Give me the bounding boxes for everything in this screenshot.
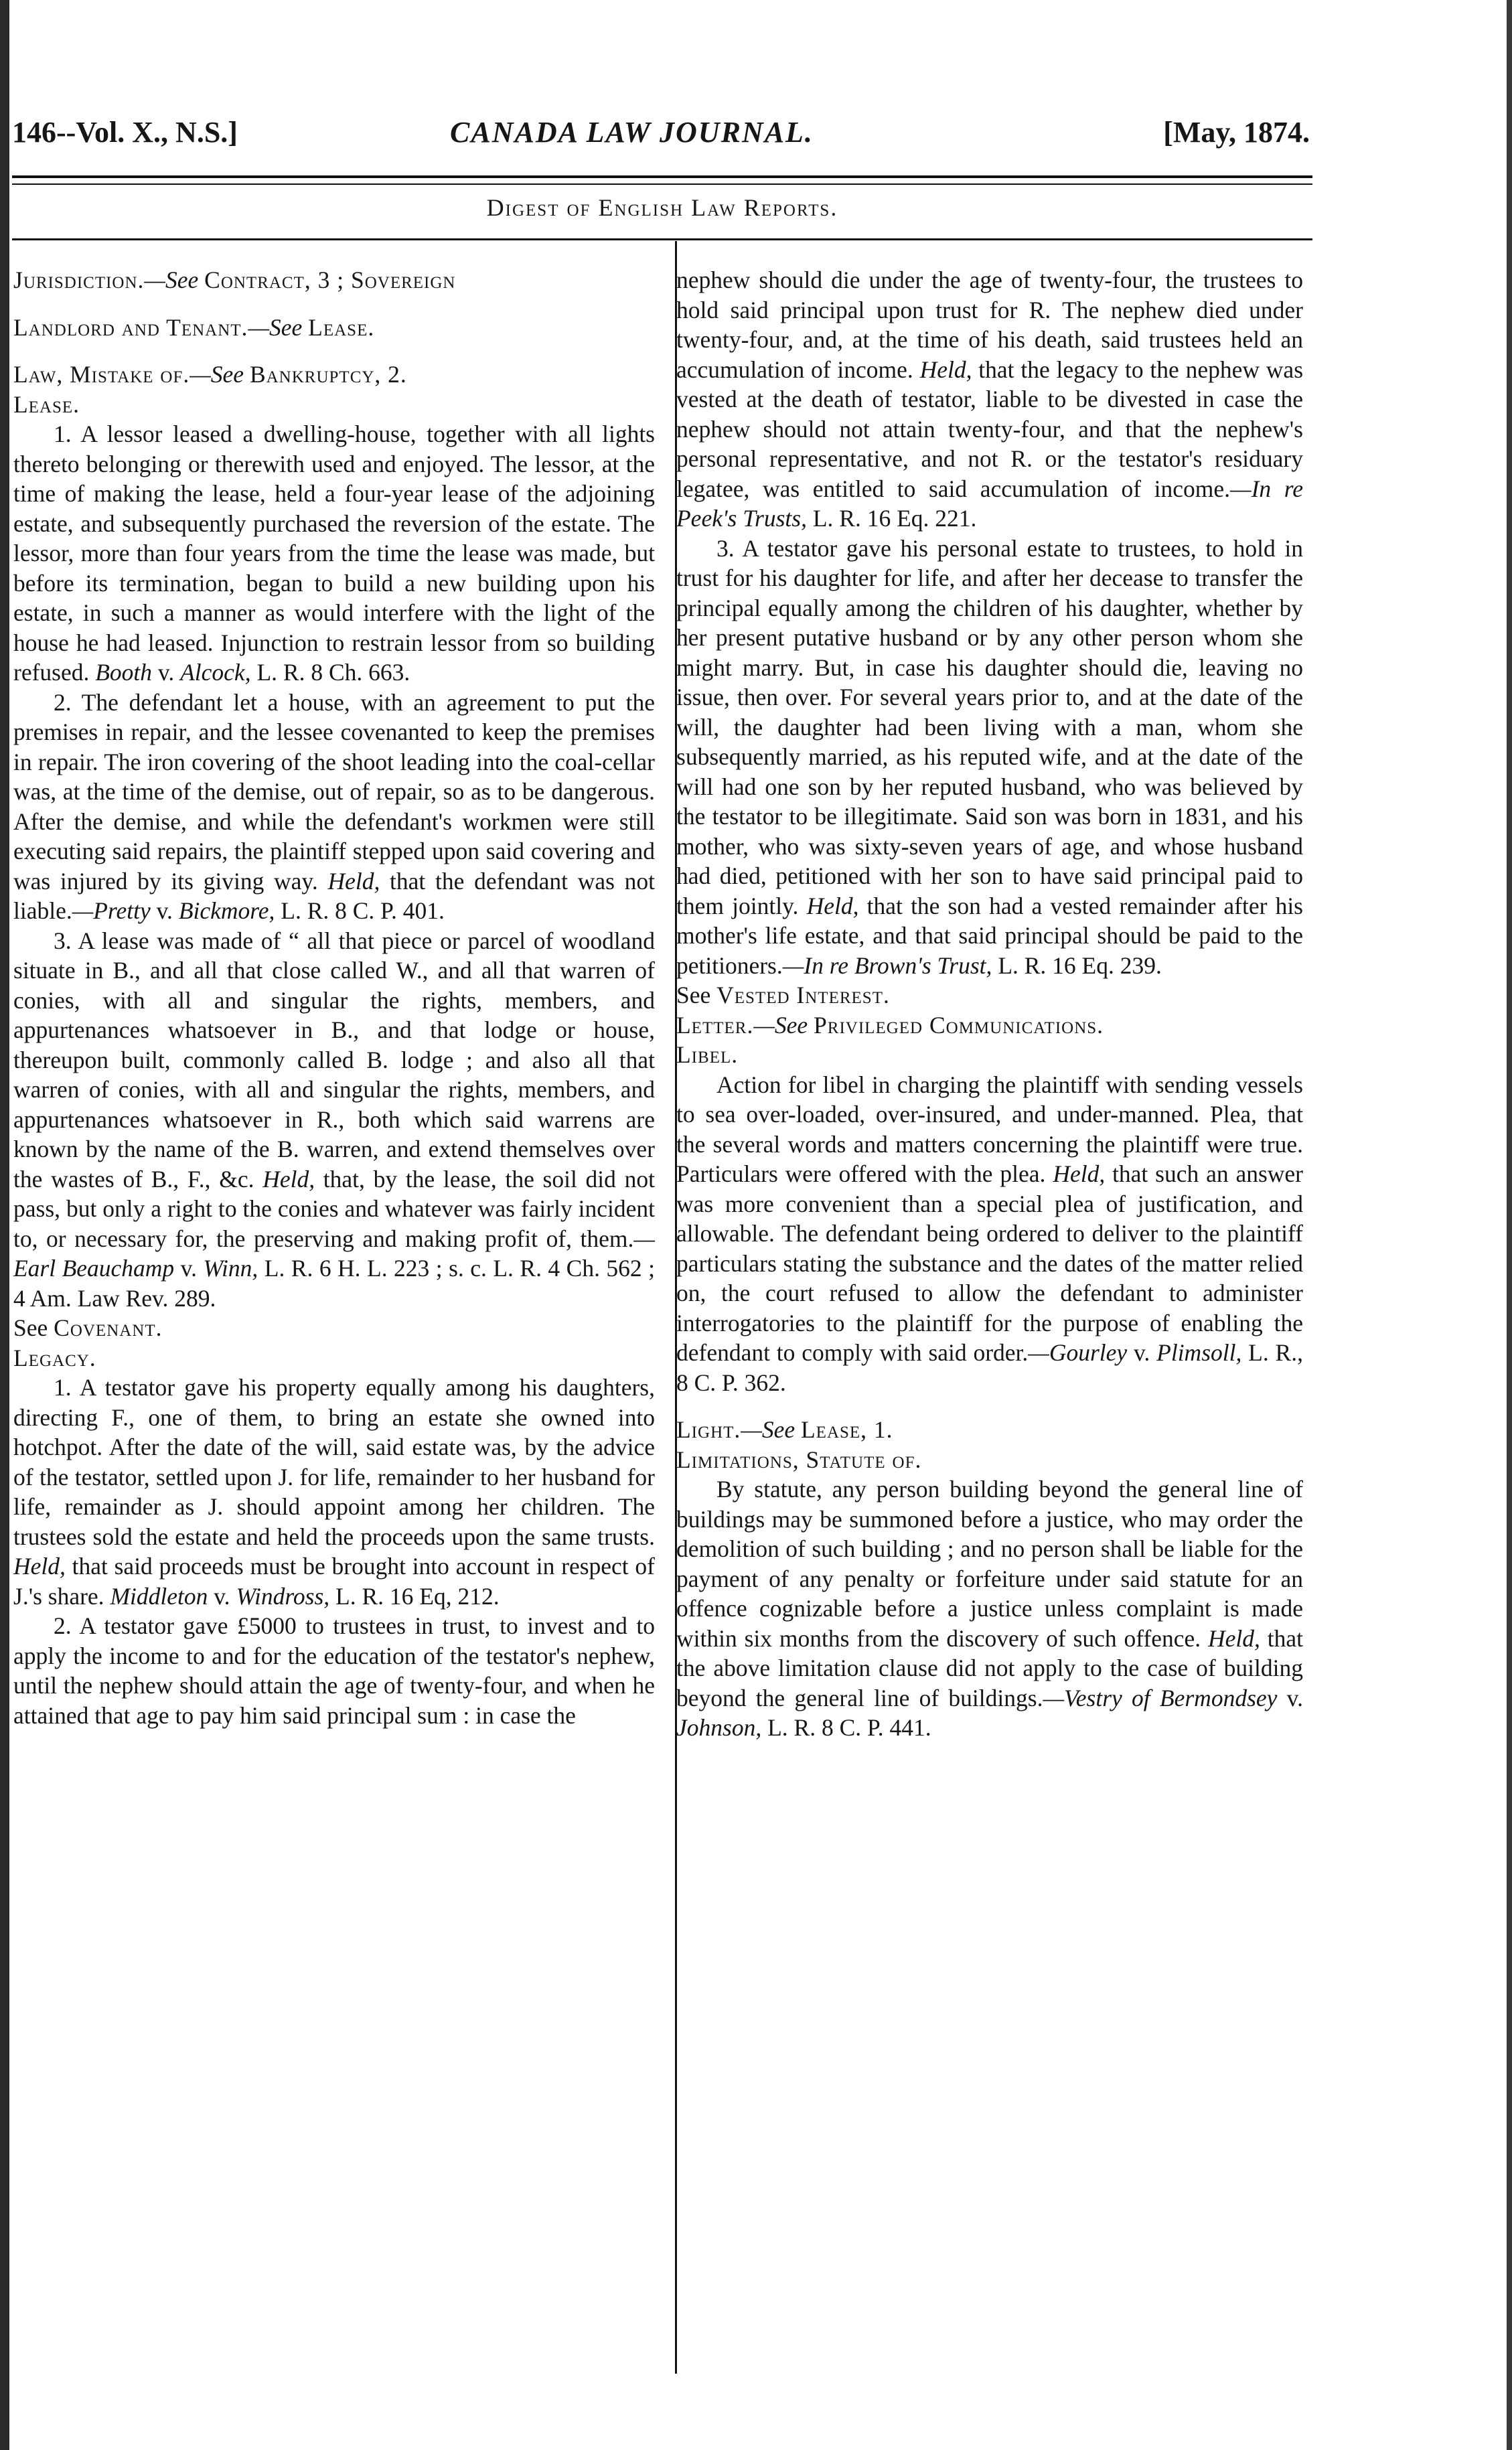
case-name: —Earl Beauchamp	[13, 1225, 655, 1282]
entry-letter	[676, 1010, 1303, 1041]
paragraph-text: 1. A testator gave his property equally among his daughters, directing F., one of them, to bring an estate she owned into hotchpot. After the date of the will, said estate was, by the advice of the testator, settled upon J. for life, remainder to her husband for life, remainder as J. should appoint among her children. The trustees sold the estate and held the proceeds upon the same trusts.	[13, 1374, 655, 1550]
entry-head: Landlord and Tenant.	[13, 313, 248, 341]
entry-jurisdiction	[13, 265, 655, 295]
cross-reference: Lease.	[308, 313, 375, 341]
heading-libel: Libel.	[676, 1041, 739, 1068]
see-label: —See	[190, 361, 244, 388]
case-name: —Gourley	[1028, 1339, 1128, 1366]
entry-head: Jurisdiction.	[13, 266, 145, 293]
case-name: Alcock,	[180, 659, 251, 686]
citation: L. R. 16 Eq. 221.	[806, 505, 977, 532]
versus: v.	[1127, 1339, 1157, 1366]
lease-paragraph-2	[13, 688, 655, 926]
held-label: Held,	[1053, 1160, 1106, 1187]
paragraph-text: that the defendant was not liable.	[13, 867, 655, 924]
limitations-paragraph	[676, 1474, 1303, 1743]
versus: v.	[150, 897, 179, 924]
paragraph-text: Action for libel in charging the plaintiff with sending vessels to sea over-loaded, over-insured, and under-manned. Plea, that the several words and matters concerning the plaintiff were true. Particulars were offered with the plea.	[676, 1071, 1303, 1187]
citation: L. R., 8 C. P. 362.	[676, 1339, 1303, 1396]
versus: v.	[174, 1255, 204, 1282]
citation: L. R. 16 Eq, 212.	[329, 1582, 500, 1610]
legacy-paragraph-2-continued	[676, 265, 1303, 534]
heading-lease: Lease.	[13, 390, 80, 418]
citation: L. R. 8 C. P. 401.	[275, 897, 445, 924]
section-rule	[12, 238, 1312, 240]
cross-reference: Contract, 3 ; Sovereign	[204, 266, 456, 293]
citation: L. R. 8 Ch. 663.	[250, 659, 410, 686]
section-title: Digest of English Law Reports.	[486, 194, 838, 221]
paragraph-text: that said proceeds must be brought into account in respect of J.'s share.	[13, 1553, 655, 1610]
lease-paragraph-1	[13, 419, 655, 688]
page-volume: 146--Vol. X., N.S.]	[12, 116, 238, 149]
lease-paragraph-3	[13, 926, 655, 1314]
case-name: Winn,	[203, 1255, 258, 1282]
held-label: Held,	[806, 892, 859, 919]
entry-light	[676, 1415, 1303, 1445]
header-rule-thick	[12, 175, 1312, 178]
case-name: Booth	[95, 659, 153, 686]
held-label: Held,	[1208, 1624, 1260, 1652]
versus: v.	[208, 1582, 236, 1610]
see-label: —See	[248, 313, 303, 341]
case-name: —In re Peek's Trusts,	[676, 475, 1303, 532]
case-name: Bickmore,	[178, 897, 275, 924]
held-label: Held,	[919, 356, 972, 383]
entry-head: Letter.	[676, 1011, 754, 1039]
cross-reference: Bankruptcy, 2.	[249, 361, 407, 388]
citation: L. R. 6 H. L. 223 ; s. c. L. R. 4 Ch. 562 ; 4 Am. Law Rev. 289.	[13, 1255, 655, 1312]
paragraph-text: 2. The defendant let a house, with an agreement to put the premises in repair, and the lessee covenanted to keep the premises in repair. The iron covering of the shoot leading into the coal-cellar was, at the time of the demise, out of repair, so as to be dangerous. After the demise, and while the defendant's workmen were still executing said repairs, the plaintiff stepped upon said covering and was injured by its giving way.	[13, 688, 655, 895]
see-label: —See	[753, 1011, 808, 1039]
legacy-paragraph-3	[676, 534, 1303, 981]
legacy-paragraph-2	[13, 1611, 655, 1730]
see-covenant	[13, 1313, 655, 1343]
paragraph-text: 3. A testator gave his personal estate to trustees, to hold in trust for his daughter for life, and after her decease to transfer the principal equally among the children of his daughter, whether by her present putative husband or by any other person whom she might marry. But, in case his daughter should die, leaving no issue, then over. For several years prior to, and at the date of the will, the daughter had been living with a man, whom she subsequently married, as his reputed wife, and at the date of the will had one son by her reputed husband, who was believed by the testator to be illegitimate. Said son was born in 1831, and his mother, who was sixty-seven years of age, and whose husband had died, petitioned with her son to have said principal paid to them jointly.	[676, 534, 1303, 919]
cross-reference: Lease, 1.	[800, 1416, 893, 1443]
case-name: —Vestry of Bermondsey	[1043, 1684, 1278, 1711]
citation: L. R. 16 Eq. 239.	[992, 951, 1162, 979]
page-edge-right	[1507, 0, 1512, 2450]
case-name: —Pretty	[72, 897, 151, 924]
paragraph-text: that such an answer was more convenient than a special plea of justification, and allowable. The defendant being ordered to deliver to the plaintiff particulars stating the substance and the dates of the matter relied on, the court refused to allow the defendant to administer interrogatories to the plaintiff for the purpose of enabling the defendant to comply with said order.	[676, 1160, 1304, 1366]
case-name: Windross,	[236, 1582, 330, 1610]
paragraph-text: that the son had a vested remainder after his mother's life estate, and that said principal should be paid to the petitioners.	[676, 892, 1303, 979]
versus: v.	[152, 659, 181, 686]
paragraph-text: 1. A lessor leased a dwelling-house, together with all lights thereto belonging or therewith used and enjoyed. The lessor, at the time of making the lease, held a four-year lease of the adjoining estate, and subsequently purchased the reversion of the estate. The lessor, more than four years from the time the lease was made, but before its termination, began to build a new building upon his estate, in such a manner as would interfere with the light of the house he had leased. Injunction to restrain lessor from so building refused.	[13, 420, 655, 686]
paragraph-text: that the above limitation clause did not apply to the case of building beyond the general line of buildings.	[676, 1624, 1304, 1711]
paragraph-text: that the legacy to the nephew was vested at the death of testator, liable to be divested in case the nephew should not attain twenty-four, and that the nephew's personal representative, and not R. or the testator's residuary legatee, was entitled to said accumulation of income.	[676, 356, 1304, 502]
header-rule-thin	[12, 183, 1312, 185]
left-column	[13, 265, 655, 1730]
paragraph-text: that, by the lease, the soil did not pass, but only a right to the conies and whatever was fairly incident to, or necessary for, the preserving and making profit of, them.	[13, 1165, 655, 1252]
see-label: —See	[144, 266, 199, 293]
paragraph-text: nephew should die under the age of twenty-four, the trustees to hold said principal upon trust for R. The nephew died under twenty-four, and, at the time of his death, said trustees held an accumulation of income.	[676, 266, 1303, 383]
heading-limitations: Limitations, Statute of.	[676, 1446, 922, 1473]
entry-law-mistake	[13, 360, 655, 390]
paragraph-text: 2. A testator gave £5000 to trustees in trust, to invest and to apply the income to and for the education of the testator's nephew, until the nephew should attain the age of twenty-four, and when he attained that age to pay him said principal sum : in case the	[13, 1612, 655, 1729]
page-edge-left	[0, 0, 9, 2450]
legacy-paragraph-1	[13, 1373, 655, 1611]
citation: L. R. 8 C. P. 441.	[761, 1714, 931, 1741]
heading-legacy: Legacy.	[13, 1344, 96, 1371]
right-column	[676, 265, 1303, 1743]
see-label: —See	[741, 1416, 796, 1443]
cross-reference: Privileged Communications.	[814, 1011, 1104, 1039]
entry-head: Law, Mistake of.	[13, 361, 190, 388]
case-name: Johnson,	[676, 1714, 762, 1741]
case-name: Middleton	[110, 1582, 208, 1610]
paragraph-text: 3. A lease was made of “ all that piece or parcel of woodland situate in B., and all that close called W., and all that warren of conies, with all and singular the rights, members, and appurtenances whatsoever in B., and that lodge or house, thereupon built, commonly called B. lodge ; and also all that warren of conies, with all and singular the rights, members, and appurtenances whatsoever in R., both which said warrens are known by the name of the B. warren, and extend themselves over the wastes of B., F., &c.	[13, 927, 655, 1193]
entry-landlord-tenant	[13, 313, 655, 343]
held-label: Held,	[327, 867, 380, 895]
paragraph-text: By statute, any person building beyond the general line of buildings may be summoned before a justice, who may order the demolition of such building ; and no person shall be liable for the payment of any penalty or forfeiture under said statute for an offence cognizable before a justice unless complaint is made within six months from the discovery of such offence.	[676, 1476, 1303, 1652]
libel-paragraph	[676, 1070, 1303, 1398]
entry-head: Light.	[676, 1416, 741, 1443]
see-label: See	[13, 1314, 48, 1341]
case-name: Plimsoll,	[1156, 1339, 1242, 1366]
held-label: Held,	[13, 1553, 66, 1580]
cross-reference: Covenant.	[54, 1314, 163, 1341]
held-label: Held,	[262, 1165, 315, 1193]
case-name: —In re Brown's Trust,	[782, 951, 992, 979]
see-label: See	[676, 982, 711, 1008]
versus: v.	[1277, 1684, 1303, 1711]
cross-reference: Vested Interest.	[716, 982, 890, 1008]
journal-title: CANADA LAW JOURNAL.	[450, 116, 814, 149]
issue-date: [May, 1874.	[1163, 116, 1310, 149]
see-vested-interest	[676, 980, 1303, 1010]
